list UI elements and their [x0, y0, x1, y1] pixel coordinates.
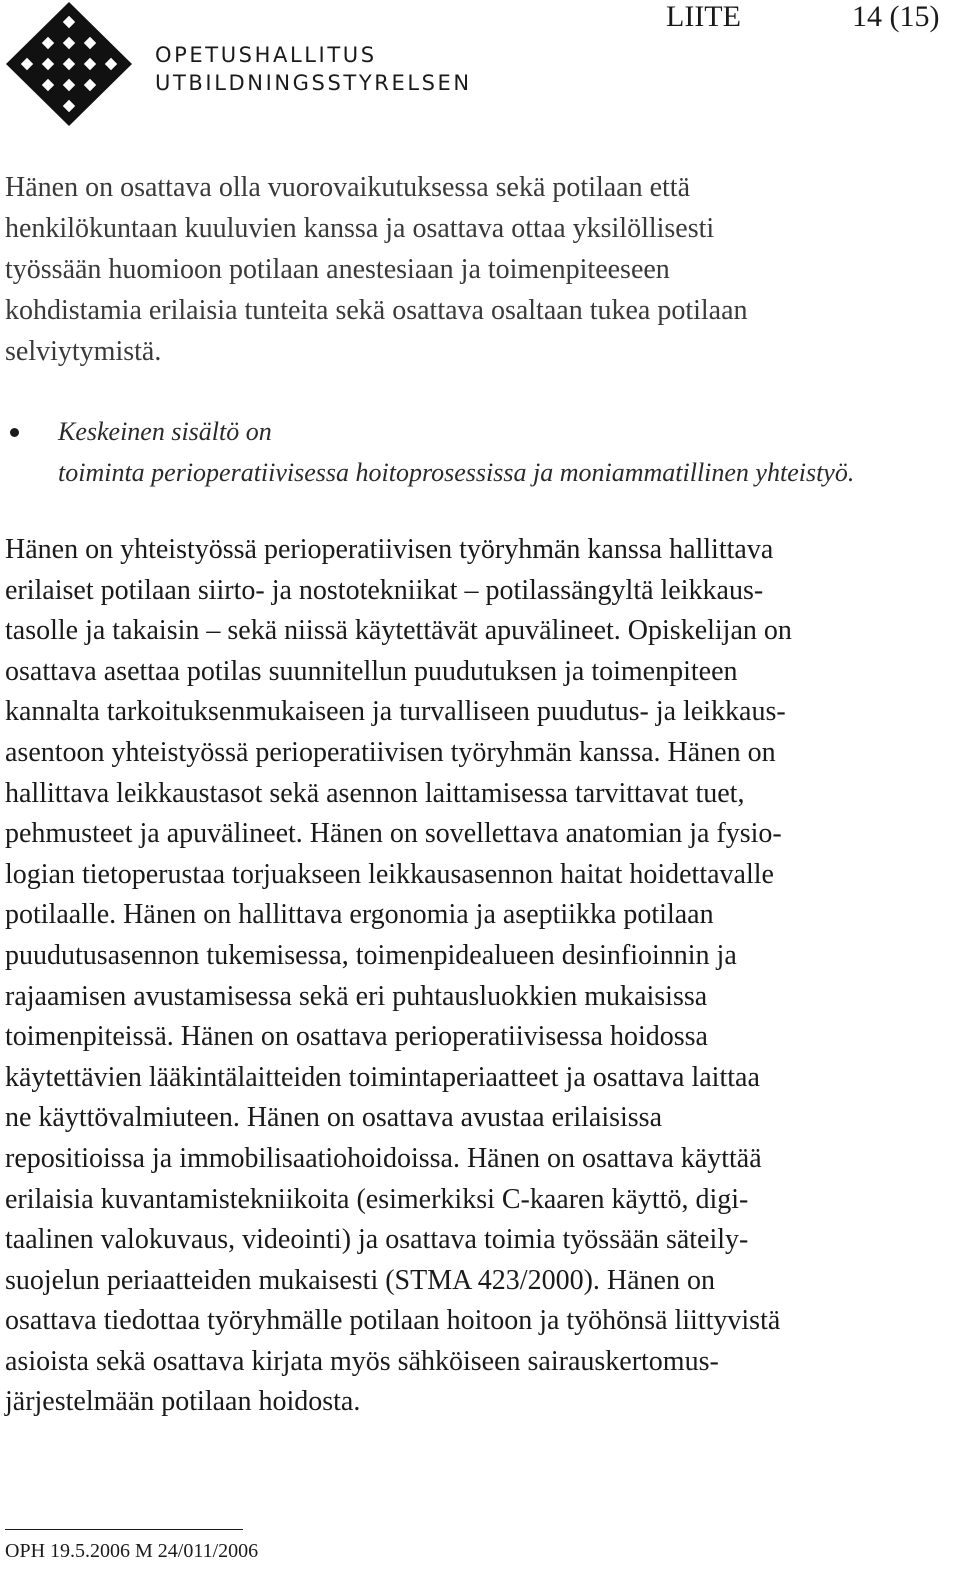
main-line: erilaisia kuvantamistekniikoita (esimerkiksi C-kaaren käyttö, digi- [5, 1183, 749, 1215]
main-line: osattava tiedottaa työryhmälle potilaan hoitoon ja työhönsä liittyvistä [5, 1305, 781, 1337]
bullet-icon [10, 428, 19, 437]
bullet-line: toiminta perioperatiivisessa hoitoprosessissa ja moniammatillinen yhteistyö. [58, 458, 855, 487]
page-number: 14 (15) [852, 0, 940, 33]
main-line: taalinen valokuvaus, videointi) ja osattava toimia työssään säteily- [5, 1224, 749, 1256]
main-line: puudutusasennon tukemisessa, toimenpidealueen desinfioinnin ja [5, 939, 737, 971]
main-line: erilaiset potilaan siirto- ja nostotekniikat – potilassängyltä leikkaus- [5, 574, 764, 606]
main-line: pehmusteet ja apuvälineet. Hänen on sovellettava anatomian ja fysio- [5, 818, 782, 850]
bullet-line: Keskeinen sisältö on [58, 417, 272, 446]
main-line: rajaamisen avustamisessa sekä eri puhtausluokkien mukaisissa [5, 980, 708, 1012]
opetushallitus-logo-icon [6, 2, 132, 126]
main-line: suojelun periaatteiden mukaisesti (STMA 423/2000). Hänen on [5, 1264, 715, 1296]
main-line: Hänen on yhteistyössä perioperatiivisen työryhmän kanssa hallittava [5, 534, 774, 565]
main-line: tasolle ja takaisin – sekä niissä käytettävät apuvälineet. Opiskelijan on [5, 615, 792, 647]
organization-name-swedish: UTBILDNINGSSTYRELSEN [155, 71, 472, 95]
organization-name-finnish: OPETUSHALLITUS [155, 43, 377, 67]
main-paragraph [5, 530, 957, 1423]
main-line: hallittava leikkaustasot sekä asennon laittamisessa tarvittavat tuet, [5, 777, 745, 809]
appendix-label: LIITE [666, 0, 741, 33]
intro-line: työssään huomioon potilaan anestesiaan ja toimenpiteeseen [5, 254, 670, 285]
main-line: järjestelmään potilaan hoidosta. [5, 1386, 361, 1418]
footer-divider [5, 1529, 243, 1530]
intro-line: selviytymistä. [5, 336, 162, 367]
main-line: toimenpiteissä. Hänen on osattava perioperatiivisessa hoidossa [5, 1021, 708, 1053]
main-line: logian tietoperustaa torjuakseen leikkausasennon haitat hoidettavalle [5, 858, 774, 890]
intro-line: kohdistamia erilaisia tunteita sekä osattava osaltaan tukea potilaan [5, 295, 748, 326]
main-line: käytettävien lääkintälaitteiden toimintaperiaatteet ja osattava laittaa [5, 1061, 760, 1093]
main-line: potilaalle. Hänen on hallittava ergonomia ja aseptiikka potilaan [5, 899, 714, 931]
main-line: asioista sekä osattava kirjata myös sähköiseen sairauskertomus- [5, 1345, 719, 1377]
main-line: ne käyttövalmiuteen. Hänen on osattava avustaa erilaisissa [5, 1102, 663, 1134]
intro-paragraph [5, 167, 957, 372]
key-content-bullet [58, 411, 854, 493]
main-line: asentoon yhteistyössä perioperatiivisen työryhmän kanssa. Hänen on [5, 736, 776, 768]
main-line: kannalta tarkoituksenmukaiseen ja turvalliseen puudutus- ja leikkaus- [5, 696, 786, 728]
intro-line: henkilökuntaan kuuluvien kanssa ja osattava ottaa yksilöllisesti [5, 213, 715, 244]
main-line: osattava asettaa potilas suunnitellun puudutuksen ja toimenpiteen [5, 655, 738, 687]
document-reference: OPH 19.5.2006 M 24/011/2006 [5, 1540, 259, 1562]
main-line: repositioissa ja immobilisaatiohoidoissa. Hänen on osattava käyttää [5, 1142, 762, 1174]
intro-line: Hänen on osattava olla vuorovaikutuksessa sekä potilaan että [5, 172, 691, 203]
